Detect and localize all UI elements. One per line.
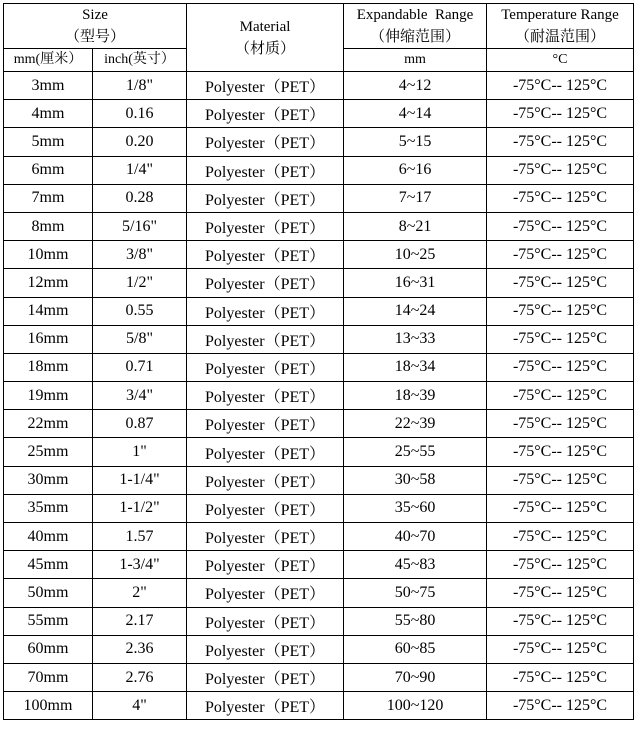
table-row (4, 551, 634, 579)
size-inch-cell: 0.20 (93, 128, 187, 156)
temperature-header (487, 4, 634, 49)
temperature-range-cell: -75°C-- 125°C (487, 635, 634, 663)
table-row (4, 297, 634, 325)
temperature-range-cell: -75°C-- 125°C (487, 663, 634, 691)
size-inch-cell: 1-3/4" (93, 551, 187, 579)
size-mm-cell: 6mm (4, 156, 93, 184)
temperature-range-cell: -75°C-- 125°C (487, 523, 634, 551)
material-cell: Polyester（PET） (187, 269, 344, 297)
size-mm-cell: 19mm (4, 382, 93, 410)
temperature-range-cell: -75°C-- 125°C (487, 382, 634, 410)
table-body (4, 72, 634, 720)
temperature-range-cell: -75°C-- 125°C (487, 241, 634, 269)
temperature-range-cell: -75°C-- 125°C (487, 184, 634, 212)
size-mm-cell: 22mm (4, 410, 93, 438)
table-row (4, 635, 634, 663)
material-cell: Polyester（PET） (187, 100, 344, 128)
temperature-range-cell: -75°C-- 125°C (487, 212, 634, 240)
table-header (4, 4, 634, 72)
size-mm-cell: 5mm (4, 128, 93, 156)
temperature-range-cell: -75°C-- 125°C (487, 466, 634, 494)
table-row (4, 579, 634, 607)
table-row (4, 382, 634, 410)
expandable-range-cell: 45~83 (344, 551, 487, 579)
table-row (4, 663, 634, 691)
expandable-range-cell: 18~39 (344, 382, 487, 410)
temperature-range-cell: -75°C-- 125°C (487, 100, 634, 128)
material-cell: Polyester（PET） (187, 297, 344, 325)
expandable-range-cell: 25~55 (344, 438, 487, 466)
expandable-range-cell: 18~34 (344, 353, 487, 381)
expandable-range-cell: 13~33 (344, 325, 487, 353)
expandable-range-cell: 10~25 (344, 241, 487, 269)
expandable-title-cn: （伸缩范围） (370, 29, 461, 45)
header-row (4, 4, 634, 49)
size-mm-cell: 100mm (4, 692, 93, 720)
size-inch-cell: 1-1/2" (93, 494, 187, 522)
temperature-range-cell: -75°C-- 125°C (487, 128, 634, 156)
expandable-range-cell: 100~120 (344, 692, 487, 720)
material-header (187, 4, 344, 72)
temperature-range-cell: -75°C-- 125°C (487, 551, 634, 579)
size-title: Size (82, 7, 108, 23)
size-inch-cell: 0.28 (93, 184, 187, 212)
table-row (4, 72, 634, 100)
expandable-unit: mm (344, 49, 487, 72)
material-cell: Polyester（PET） (187, 128, 344, 156)
temperature-range-cell: -75°C-- 125°C (487, 72, 634, 100)
expandable-range-cell: 70~90 (344, 663, 487, 691)
material-cell: Polyester（PET） (187, 241, 344, 269)
material-cell: Polyester（PET） (187, 579, 344, 607)
table-row (4, 410, 634, 438)
size-mm-cell: 45mm (4, 551, 93, 579)
spec-table (3, 3, 634, 720)
temperature-range-cell: -75°C-- 125°C (487, 325, 634, 353)
expandable-range-cell: 30~58 (344, 466, 487, 494)
material-cell: Polyester（PET） (187, 494, 344, 522)
size-title-cn: （型号） (65, 29, 126, 45)
temperature-range-cell: -75°C-- 125°C (487, 297, 634, 325)
material-cell: Polyester（PET） (187, 184, 344, 212)
material-title-cn: （材质） (235, 40, 296, 57)
temperature-range-cell: -75°C-- 125°C (487, 607, 634, 635)
expandable-range-cell: 4~12 (344, 72, 487, 100)
size-mm-cell: 35mm (4, 494, 93, 522)
size-mm-cell: 10mm (4, 241, 93, 269)
expandable-range-cell: 60~85 (344, 635, 487, 663)
expandable-range-cell: 14~24 (344, 297, 487, 325)
material-cell: Polyester（PET） (187, 551, 344, 579)
size-inch-cell: 0.71 (93, 353, 187, 381)
size-mm-cell: 70mm (4, 663, 93, 691)
temperature-range-cell: -75°C-- 125°C (487, 410, 634, 438)
size-mm-cell: 7mm (4, 184, 93, 212)
table-row (4, 523, 634, 551)
table-row (4, 241, 634, 269)
expandable-range-cell: 40~70 (344, 523, 487, 551)
table-row (4, 466, 634, 494)
material-cell: Polyester（PET） (187, 410, 344, 438)
size-mm-cell: 16mm (4, 325, 93, 353)
material-cell: Polyester（PET） (187, 353, 344, 381)
material-cell: Polyester（PET） (187, 325, 344, 353)
temperature-range-cell: -75°C-- 125°C (487, 353, 634, 381)
material-cell: Polyester（PET） (187, 635, 344, 663)
size-mm-cell: 14mm (4, 297, 93, 325)
size-inch-cell: 3/4" (93, 382, 187, 410)
table-row (4, 269, 634, 297)
size-mm-cell: 40mm (4, 523, 93, 551)
table-row (4, 494, 634, 522)
size-mm-cell: 4mm (4, 100, 93, 128)
size-inch-cell: 0.16 (93, 100, 187, 128)
expandable-range-cell: 50~75 (344, 579, 487, 607)
material-cell: Polyester（PET） (187, 523, 344, 551)
table-row (4, 156, 634, 184)
inch-column-header: inch(英寸） (93, 49, 187, 72)
expandable-range-cell: 55~80 (344, 607, 487, 635)
size-inch-cell: 3/8" (93, 241, 187, 269)
size-mm-cell: 8mm (4, 212, 93, 240)
size-mm-cell: 60mm (4, 635, 93, 663)
size-inch-cell: 5/8" (93, 325, 187, 353)
size-mm-cell: 12mm (4, 269, 93, 297)
material-cell: Polyester（PET） (187, 438, 344, 466)
expandable-header (344, 4, 487, 49)
size-inch-cell: 0.87 (93, 410, 187, 438)
size-inch-cell: 1/4" (93, 156, 187, 184)
material-cell: Polyester（PET） (187, 72, 344, 100)
size-mm-cell: 30mm (4, 466, 93, 494)
temperature-range-cell: -75°C-- 125°C (487, 692, 634, 720)
temperature-range-cell: -75°C-- 125°C (487, 269, 634, 297)
temperature-title: Temperature Range (501, 7, 619, 23)
size-inch-cell: 5/16" (93, 212, 187, 240)
size-mm-cell: 3mm (4, 72, 93, 100)
size-mm-cell: 25mm (4, 438, 93, 466)
table-row (4, 184, 634, 212)
expandable-range-cell: 4~14 (344, 100, 487, 128)
material-cell: Polyester（PET） (187, 663, 344, 691)
material-cell: Polyester（PET） (187, 607, 344, 635)
size-mm-cell: 50mm (4, 579, 93, 607)
size-inch-cell: 4" (93, 692, 187, 720)
temperature-range-cell: -75°C-- 125°C (487, 438, 634, 466)
mm-column-header: mm(厘米） (4, 49, 93, 72)
size-inch-cell: 1-1/4" (93, 466, 187, 494)
expandable-range-cell: 7~17 (344, 184, 487, 212)
table-row (4, 212, 634, 240)
material-title: Material (239, 18, 291, 35)
material-cell: Polyester（PET） (187, 212, 344, 240)
size-inch-cell: 2.36 (93, 635, 187, 663)
material-cell: Polyester（PET） (187, 156, 344, 184)
size-header (4, 4, 187, 49)
expandable-range-cell: 16~31 (344, 269, 487, 297)
expandable-range-cell: 8~21 (344, 212, 487, 240)
size-inch-cell: 2.76 (93, 663, 187, 691)
table-row (4, 692, 634, 720)
temperature-title-cn: （耐温范围） (515, 29, 606, 45)
material-cell: Polyester（PET） (187, 466, 344, 494)
table-row (4, 353, 634, 381)
expandable-range-cell: 6~16 (344, 156, 487, 184)
temperature-unit: °C (487, 49, 634, 72)
size-mm-cell: 18mm (4, 353, 93, 381)
expandable-range-cell: 35~60 (344, 494, 487, 522)
size-inch-cell: 2.17 (93, 607, 187, 635)
size-inch-cell: 1/8" (93, 72, 187, 100)
temperature-range-cell: -75°C-- 125°C (487, 579, 634, 607)
expandable-range-cell: 22~39 (344, 410, 487, 438)
expandable-title: Expandable Range (356, 7, 474, 23)
size-inch-cell: 0.55 (93, 297, 187, 325)
material-cell: Polyester（PET） (187, 382, 344, 410)
size-mm-cell: 55mm (4, 607, 93, 635)
temperature-range-cell: -75°C-- 125°C (487, 494, 634, 522)
expandable-range-cell: 5~15 (344, 128, 487, 156)
size-inch-cell: 1" (93, 438, 187, 466)
table-row (4, 325, 634, 353)
size-inch-cell: 1/2" (93, 269, 187, 297)
table-row (4, 438, 634, 466)
table-row (4, 128, 634, 156)
table-row (4, 100, 634, 128)
temperature-range-cell: -75°C-- 125°C (487, 156, 634, 184)
size-inch-cell: 2" (93, 579, 187, 607)
table-row (4, 607, 634, 635)
size-inch-cell: 1.57 (93, 523, 187, 551)
material-cell: Polyester（PET） (187, 692, 344, 720)
